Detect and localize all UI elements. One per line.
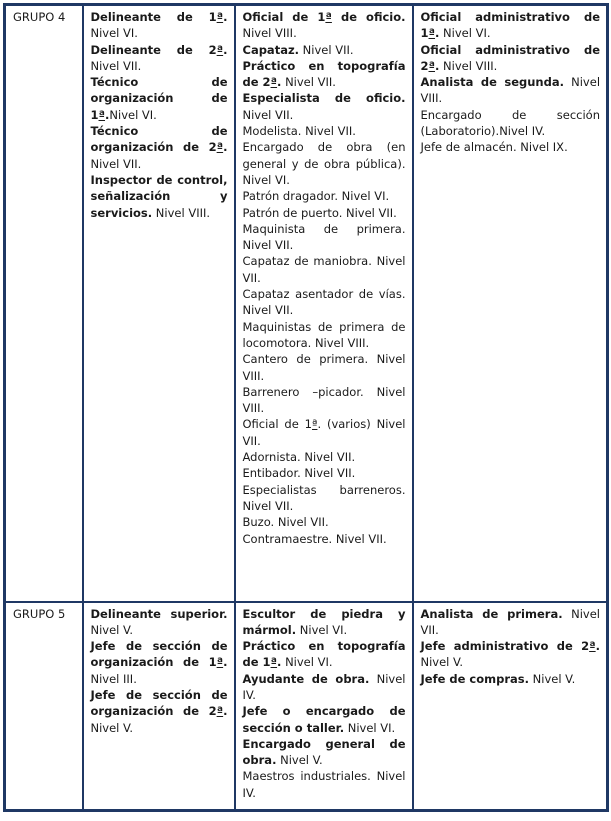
ordinal-indicator: ª bbox=[216, 42, 224, 57]
job-level: Nivel VII. bbox=[90, 58, 142, 73]
ordinal-indicator: ª bbox=[216, 655, 224, 670]
job-title: Práctico en topografía de 2ª. bbox=[242, 58, 406, 90]
job-title: Práctico en topografía de 1ª. bbox=[242, 639, 406, 670]
job-entry bbox=[243, 482, 406, 515]
job-entry bbox=[91, 687, 228, 736]
job-level: Entibador. Nivel VII. bbox=[242, 466, 356, 481]
job-level: Jefe de almacén. Nivel IX. bbox=[420, 140, 568, 155]
job-entry bbox=[421, 74, 601, 107]
job-entry bbox=[91, 42, 228, 75]
job-level: Nivel VI. bbox=[90, 26, 138, 41]
job-title: Técnico de organización de 2ª. bbox=[90, 124, 228, 155]
job-entry bbox=[243, 139, 406, 188]
ordinal-indicator: ª bbox=[216, 704, 224, 719]
job-title: Jefe administrativo de 2ª. bbox=[420, 639, 600, 654]
job-title: Oficial administrativo de 2ª. bbox=[420, 42, 600, 73]
job-level: Capataz de maniobra. Nivel VII. bbox=[242, 254, 406, 285]
job-title: Oficial administrativo de 1ª. bbox=[420, 10, 600, 41]
job-level: Encargado de sección (Laboratorio).Nivel IV. bbox=[420, 107, 600, 139]
job-entry bbox=[243, 205, 406, 221]
job-title: Inspector de control, señalización y servicios. bbox=[90, 172, 228, 220]
job-title: Delineante superior. bbox=[90, 606, 228, 621]
job-entry bbox=[91, 74, 228, 123]
job-entry bbox=[421, 638, 601, 671]
job-level: Nivel V. bbox=[276, 753, 323, 768]
group-label-grupo-4: GRUPO 4 bbox=[5, 5, 83, 602]
group-5-row bbox=[5, 602, 608, 811]
job-level: Capataz asentador de vías. Nivel VII. bbox=[242, 287, 406, 318]
job-entry bbox=[243, 221, 406, 254]
job-entry bbox=[243, 736, 406, 769]
ordinal-indicator: ª bbox=[325, 10, 332, 24]
job-entry bbox=[91, 172, 228, 221]
group-4-column-1 bbox=[83, 5, 235, 602]
group-4-row bbox=[5, 5, 608, 602]
ordinal-indicator: ª bbox=[428, 26, 436, 41]
job-level: Barrenero –picador. Nivel VIII. bbox=[242, 384, 406, 416]
job-level: Nivel VII. bbox=[420, 606, 600, 637]
ordinal-indicator: ª bbox=[98, 107, 106, 122]
classification-table bbox=[3, 3, 609, 812]
job-level: Adornista. Nivel VII. bbox=[242, 450, 356, 465]
ordinal-indicator: ª bbox=[589, 639, 596, 654]
job-title: Jefe o encargado de sección o taller. bbox=[242, 704, 406, 735]
job-level: Nivel V. bbox=[420, 655, 464, 670]
job-level: Nivel IV. bbox=[242, 671, 406, 702]
job-entry bbox=[421, 42, 601, 75]
job-entry bbox=[421, 671, 601, 687]
job-title: Técnico de organización de 1ª. bbox=[90, 75, 228, 122]
job-entry bbox=[243, 703, 406, 736]
job-level: Nivel VII. bbox=[90, 156, 142, 171]
job-level: Cantero de primera. Nivel VIII. bbox=[242, 352, 406, 383]
job-entry bbox=[91, 123, 228, 172]
job-title: Oficial de 1ª de oficio. bbox=[242, 10, 406, 24]
job-level: Nivel VII. bbox=[299, 42, 354, 57]
job-level: Nivel VIII. bbox=[152, 205, 211, 220]
job-entry bbox=[243, 514, 406, 530]
job-level: Nivel VII. bbox=[242, 107, 294, 122]
job-entry bbox=[91, 606, 228, 639]
job-entry bbox=[421, 9, 601, 42]
ordinal-indicator: ª bbox=[312, 417, 318, 432]
job-title: Escultor de piedra y mármol. bbox=[242, 606, 406, 637]
job-level: Nivel V. bbox=[529, 671, 576, 686]
job-entry bbox=[243, 531, 406, 547]
group-label-grupo-5: GRUPO 5 bbox=[5, 602, 83, 811]
job-entry bbox=[91, 9, 228, 42]
job-entry bbox=[243, 638, 406, 671]
job-level: Nivel VIII. bbox=[242, 26, 297, 41]
group-4-column-2 bbox=[235, 5, 413, 602]
job-level: Maquinistas de primera de locomotora. Nivel VIII. bbox=[242, 319, 406, 350]
job-entry bbox=[243, 58, 406, 91]
job-level: Nivel VII. bbox=[281, 75, 336, 90]
job-entry bbox=[243, 671, 406, 704]
group-5-column-3 bbox=[413, 602, 608, 811]
group-5-column-2 bbox=[235, 602, 413, 811]
job-title: Capataz. bbox=[242, 42, 300, 57]
job-entry bbox=[91, 638, 228, 687]
job-entry bbox=[243, 768, 406, 801]
job-level: Contramaestre. Nivel VII. bbox=[242, 531, 387, 546]
job-level: Nivel VI. bbox=[109, 107, 157, 122]
job-entry bbox=[421, 606, 601, 639]
job-title: Delineante de 1ª. bbox=[90, 10, 228, 24]
job-level: Especialistas barreneros. Nivel VII. bbox=[242, 482, 406, 513]
job-entry bbox=[243, 351, 406, 384]
job-title: Ayudante de obra. bbox=[242, 671, 370, 686]
job-level: Maestros industriales. Nivel IV. bbox=[242, 769, 406, 800]
ordinal-indicator: ª bbox=[270, 655, 278, 670]
job-level: Oficial de 1ª. (varios) Nivel VII. bbox=[242, 417, 406, 448]
job-entry bbox=[243, 253, 406, 286]
job-entry bbox=[243, 42, 406, 58]
job-level: Nivel III. bbox=[90, 671, 137, 686]
job-title: Delineante de 2ª. bbox=[90, 42, 228, 57]
job-entry bbox=[243, 123, 406, 139]
job-title: Analista de segunda. bbox=[420, 75, 564, 90]
job-title: Jefe de sección de organización de 2ª. bbox=[90, 687, 228, 719]
job-level: Modelista. Nivel VII. bbox=[242, 124, 356, 139]
group-5-column-1 bbox=[83, 602, 235, 811]
job-title: Especialista de oficio. bbox=[242, 91, 406, 106]
job-entry bbox=[243, 286, 406, 319]
job-level: Encargado de obra (en general y de obra pública). Nivel VI. bbox=[242, 140, 406, 187]
job-level: Patrón de puerto. Nivel VII. bbox=[242, 205, 397, 220]
job-entry bbox=[243, 319, 406, 352]
job-entry bbox=[243, 90, 406, 123]
group-4-column-3 bbox=[413, 5, 608, 602]
job-entry bbox=[421, 139, 601, 155]
job-title: Encargado general de obra. bbox=[242, 736, 406, 768]
job-level: Nivel VI. bbox=[344, 720, 396, 735]
ordinal-indicator: ª bbox=[270, 75, 278, 90]
ordinal-indicator: ª bbox=[216, 140, 224, 155]
job-entry bbox=[243, 384, 406, 417]
job-level: Nivel VIII. bbox=[420, 75, 601, 106]
job-level: Nivel V. bbox=[90, 622, 134, 637]
job-title: Analista de primera. bbox=[420, 606, 563, 621]
job-level: Nivel VI. bbox=[281, 655, 333, 670]
ordinal-indicator: ª bbox=[428, 58, 436, 73]
job-entry bbox=[243, 9, 406, 42]
job-title: Jefe de sección de organización de 1ª. bbox=[90, 639, 228, 670]
job-level: Nivel VI. bbox=[439, 26, 491, 41]
ordinal-indicator: ª bbox=[216, 10, 224, 24]
job-level: Nivel VIII. bbox=[439, 58, 498, 73]
job-level: Maquinista de primera. Nivel VII. bbox=[242, 221, 406, 253]
job-entry bbox=[421, 107, 601, 140]
job-entry bbox=[243, 606, 406, 639]
job-level: Buzo. Nivel VII. bbox=[242, 515, 329, 530]
job-entry bbox=[243, 416, 406, 449]
job-level: Patrón dragador. Nivel VI. bbox=[242, 189, 390, 204]
job-entry bbox=[243, 188, 406, 204]
job-entry bbox=[243, 465, 406, 481]
job-title: Jefe de compras. bbox=[420, 671, 529, 686]
job-level: Nivel V. bbox=[90, 720, 134, 735]
job-entry bbox=[243, 449, 406, 465]
job-level: Nivel VI. bbox=[296, 622, 348, 637]
